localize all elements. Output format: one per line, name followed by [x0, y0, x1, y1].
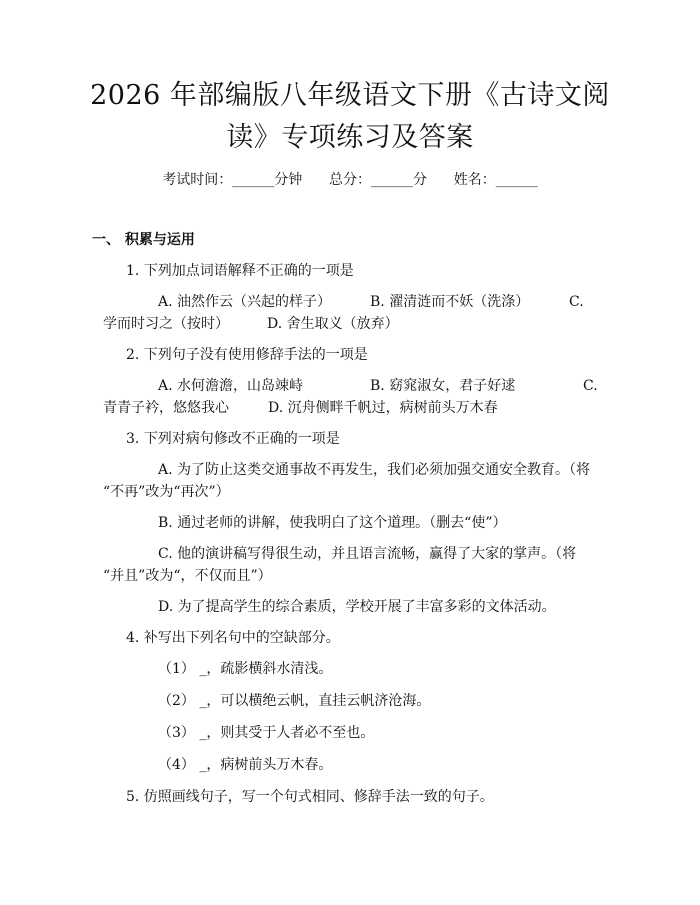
section-heading: 一、 积累与运用: [92, 232, 195, 248]
q4-item-4: （4） _，病树前头万木春。: [158, 757, 333, 773]
q3-option-c-line-2: “并且”改为“，不仅而且”）: [103, 568, 272, 584]
q2-option-c-label: C.: [583, 378, 598, 394]
document-title-line-1: 2026 年部编版八年级语文下册《古诗文阅: [90, 80, 610, 111]
q1-option-c-text: 学而时习之（按时）: [103, 316, 229, 332]
q4-item-3: （3） _，则其受于人者必不至也。: [158, 725, 375, 741]
q1-option-d: D. 舍生取义（放弃）: [267, 316, 399, 332]
q2-option-a: A. 水何澹澹，山岛竦峙: [158, 378, 304, 394]
q4-item-2: （2） _，可以横绝云帆，直挂云帆济沧海。: [158, 693, 431, 709]
exam-info-line: 考试时间：______分钟 总分：______分 姓名：______: [162, 172, 538, 188]
question-1-stem: 1. 下列加点词语解释不正确的一项是: [126, 263, 354, 279]
q3-option-a-line-1: A. 为了防止这类交通事故不再发生，我们必须加强交通安全教育。（将: [158, 462, 591, 478]
q3-option-d: D. 为了提高学生的综合素质，学校开展了丰富多彩的文体活动。: [158, 599, 556, 615]
question-4-stem: 4. 补写出下列名句中的空缺部分。: [126, 630, 340, 646]
q4-item-1: （1） _，疏影横斜水清浅。: [158, 661, 333, 677]
q2-option-b: B. 窈窕淑女，君子好逑: [370, 378, 516, 394]
q3-option-c-line-1: C. 他的演讲稿写得很生动，并且语言流畅，赢得了大家的掌声。（将: [158, 546, 577, 562]
q3-option-b: B. 通过老师的讲解，使我明白了这个道理。（删去“使”）: [158, 515, 507, 531]
q1-option-a: A. 油然作云（兴起的样子）: [158, 294, 332, 310]
question-3-stem: 3. 下列对病句修改不正确的一项是: [126, 431, 340, 447]
document-title-line-2: 读》专项练习及答案: [226, 122, 474, 153]
q1-option-c-label: C.: [569, 294, 584, 310]
question-2-stem: 2. 下列句子没有使用修辞手法的一项是: [126, 347, 368, 363]
q1-option-b: B. 濯清涟而不妖（洗涤）: [370, 294, 530, 310]
q3-option-a-line-2: “不再”改为“再次”）: [103, 484, 230, 500]
q2-option-d: D. 沉舟侧畔千帆过，病树前头万木春: [268, 400, 498, 416]
question-5-stem: 5. 仿照画线句子，写一个句式相同、修辞手法一致的句子。: [126, 789, 494, 805]
q2-option-c-text: 青青子衿，悠悠我心: [103, 400, 229, 416]
